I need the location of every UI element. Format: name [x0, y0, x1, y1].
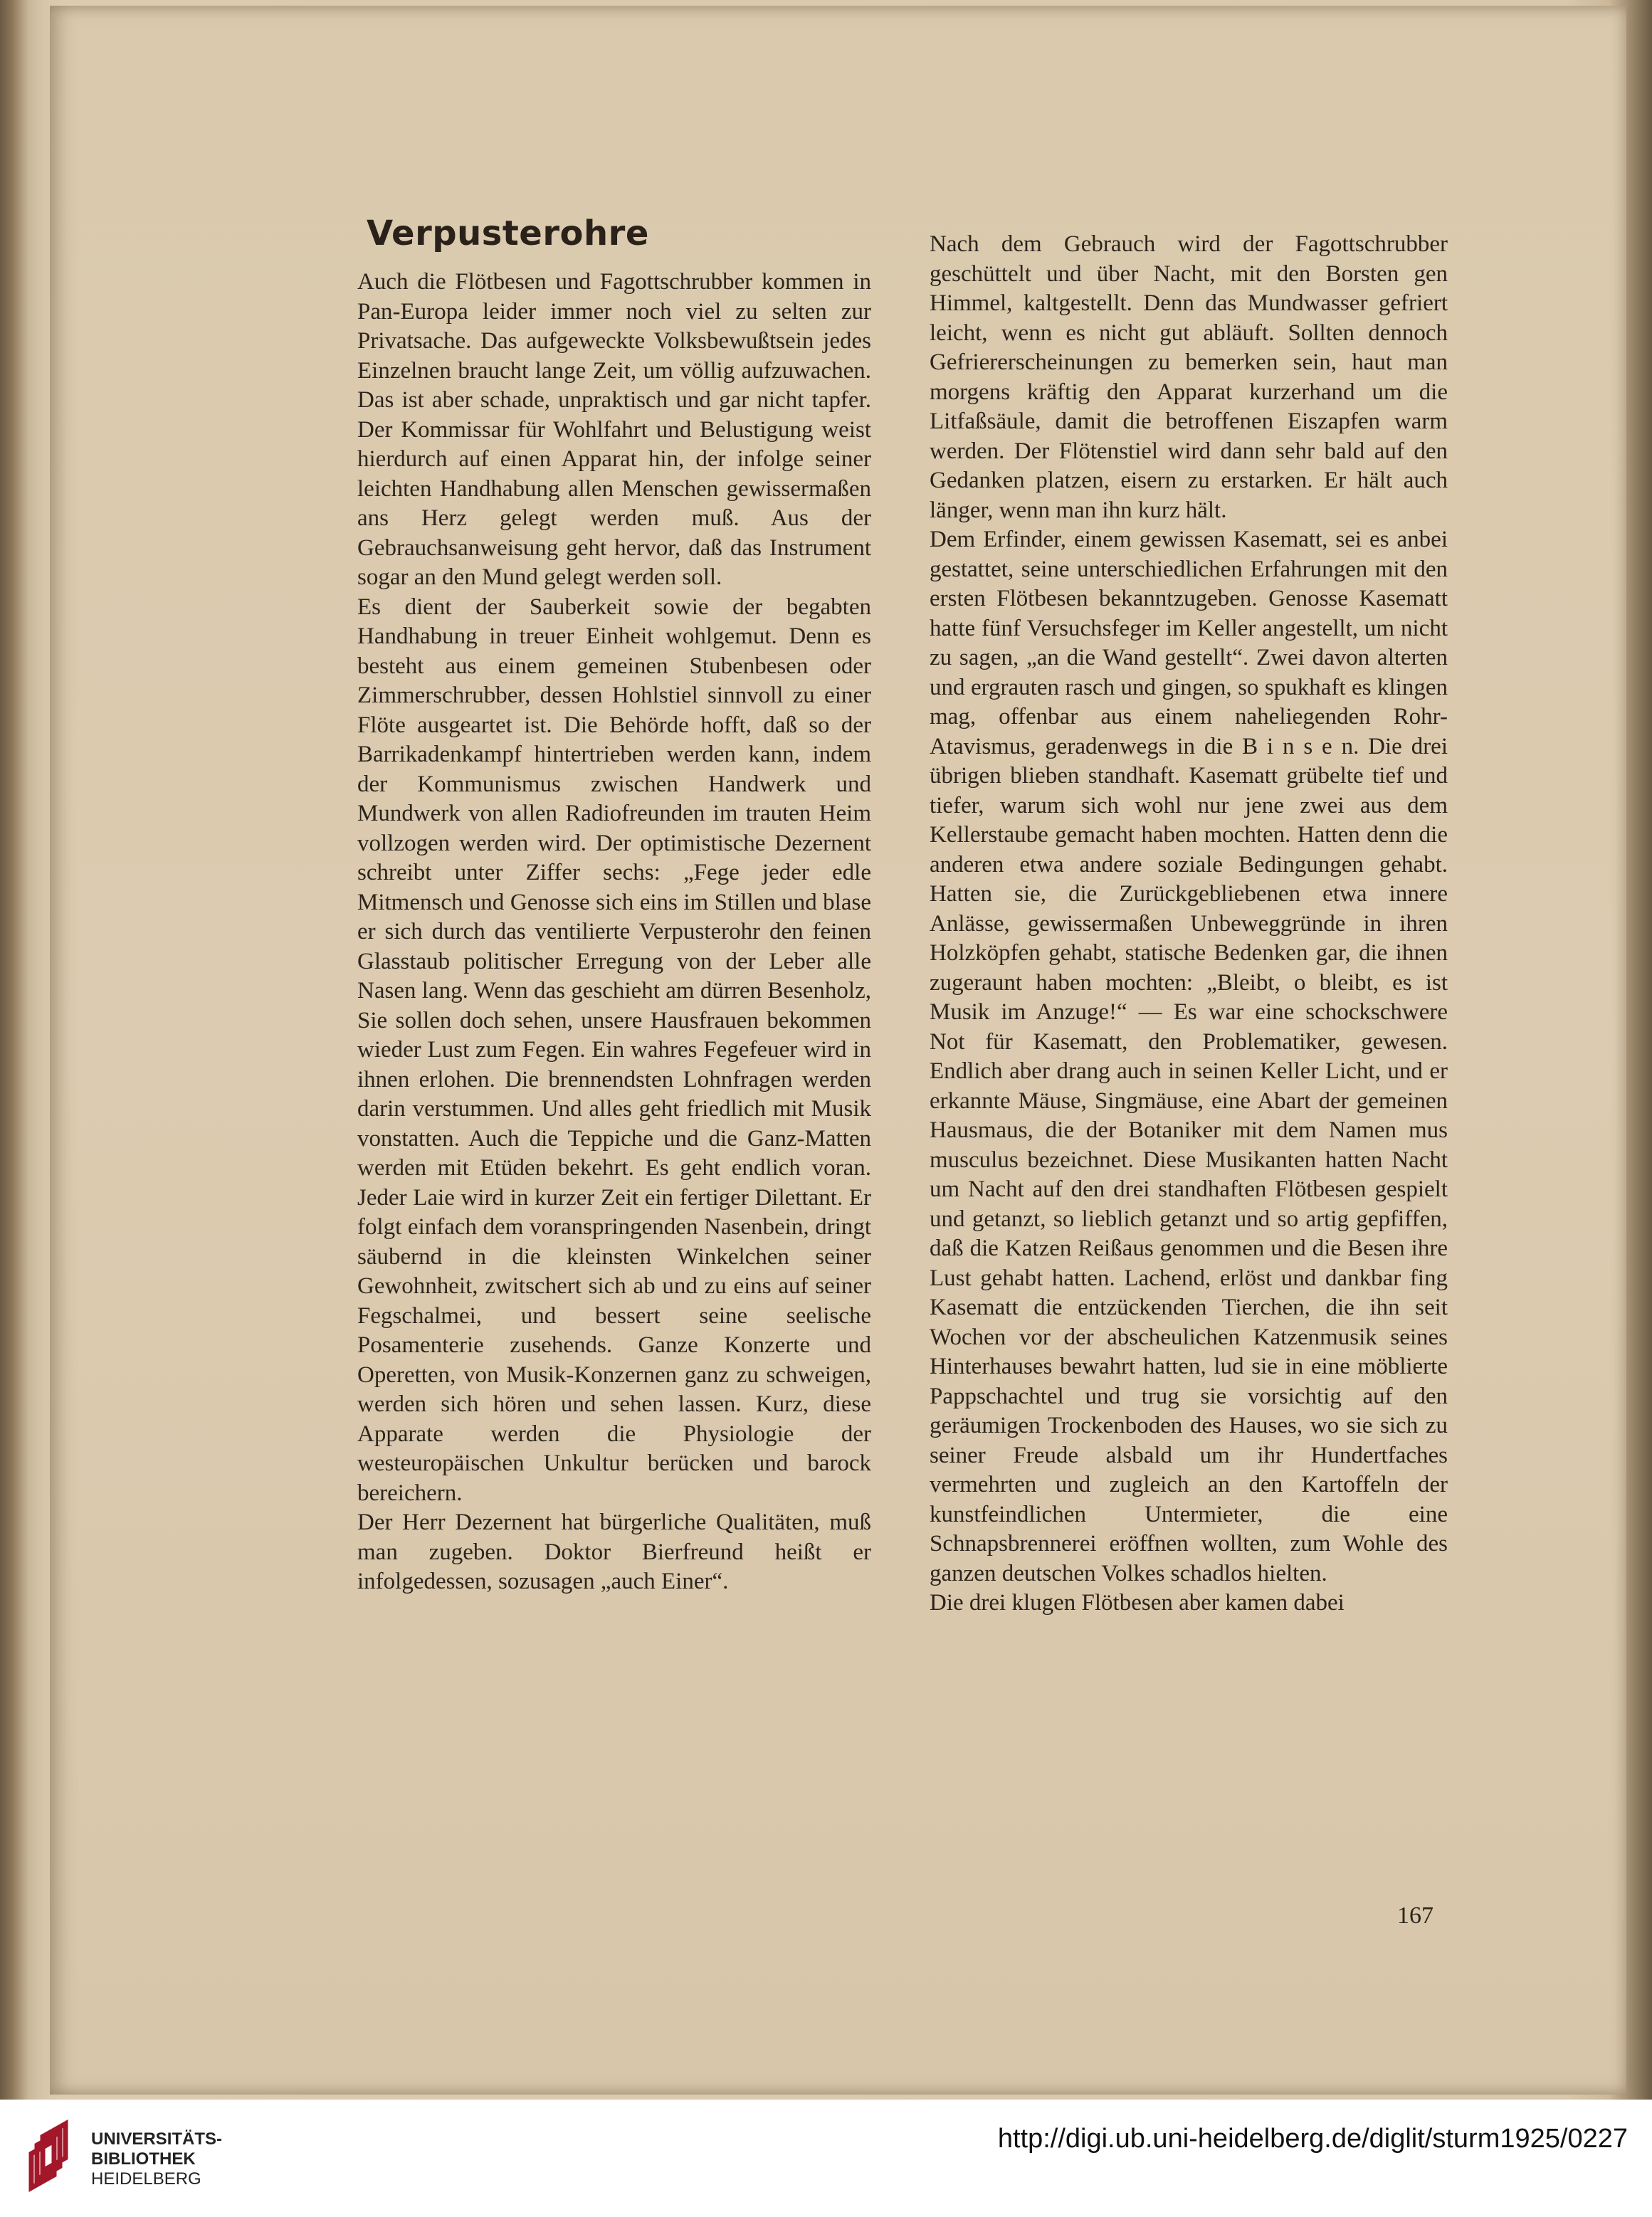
library-logo-icon [21, 2115, 93, 2199]
page-number: 167 [1397, 1902, 1433, 1929]
paragraph: Nach dem Gebrauch wird der Fagottschrubber geschüttelt und über Nacht, mit den Borsten gen Himmel, kaltgestellt. Denn das Mundwasser gefriert leicht, wenn es nicht gut abläuft. Sollten dennoch Gefriererscheinungen zu bemerken sein, haut man morgens kräftig den Apparat kurzerhand um die Litfaßsäule, damit die betroffenen Eiszapfen warm werden. Der Flötenstiel wird dann sehr bald auf den Gedanken platzen, eisern zu erstarken. Er hält auch länger, wenn man ihn kurz hält. [930, 231, 1448, 523]
footer-bar [0, 2100, 1652, 2217]
paragraph: Es dient der Sauberkeit sowie der begabten Handhabung in treuer Einheit wohlgemut. Denn es besteht aus einem gemeinen Stubenbesen oder Zimmerschrubber, dessen Hohlstiel sinnvoll zu einer Flöte ausgeartet ist. Die Behörde hofft, daß so der Barrikadenkampf hintertrieben werden kann, indem der Kommunismus zwischen Handwerk und Mundwerk von allen Radiofreunden im trauten Heim vollzogen werden wird. Der optimistische Dezernent schreibt unter Ziffer sechs: „Fege jeder edle Mitmensch und Genosse sich eins im Stillen und blase er sich durch das ventilierte Verpusterohr den feinen Glasstaub politischer Erregung von der Leber alle Nasen lang. Wenn das geschieht am dürren Besenholz, Sie sollen doch sehen, unsere Hausfrauen bekommen wieder Lust zum Fegen. Ein wahres Fegefeuer wird in ihnen erlohen. Die brennendsten Lohnfragen werden darin verstummen. Und alles geht friedlich mit Musik vonstatten. Auch die Teppiche und die Ganz-Matten werden mit Etüden bekehrt. Es geht endlich voran. Jeder Laie wird in kurzer Zeit ein fertiger Dilettant. Er folgt einfach dem voranspringenden Nasenbein, dringt säubernd in die kleinsten Winkelchen seiner Gewohnheit, zwitschert sich ab und zu eins auf seiner Fegschalmei, und bessert seine seelische Posamenterie zusehends. Ganze Konzerte und Operetten, von Musik-Konzernen ganz zu schweigen, werden sich hören und sehen lassen. Kurz, diese Apparate werden die Physiologie der westeuropäischen Unkultur berücken und barock bereichern. [357, 594, 871, 1506]
source-url-link[interactable]: http://digi.ub.uni-heidelberg.de/diglit/sturm1925/0227 [997, 2124, 1628, 2154]
library-name-line: HEIDELBERG [91, 2169, 201, 2189]
library-name [91, 2129, 222, 2189]
article-title: Verpusterohre [367, 214, 649, 253]
paragraph: Dem Erfinder, einem gewissen Kasematt, sei es anbei gestattet, seine unterschiedlichen Erfahrungen mit den ersten Flötbesen bekanntzugeben. Genosse Kasematt hatte fünf Versuchsfeger im Keller angestellt, um nicht zu sagen, „an die Wand gestellt“. Zwei davon alterten und ergrauten rasch und gingen, so spukhaft es klingen mag, offenbar aus einem naheliegenden Rohr-Atavismus, geradenwegs in die B i n s e n. Die drei übrigen blieben standhaft. Kasematt grübelte tief und tiefer, warum sich wohl nur jene zwei aus dem Kellerstaube gemacht haben mochten. Hatten denn die anderen etwa andere soziale Bedingungen gehabt. Hatten sie, die Zurückgebliebenen etwa innere Anlässe, gewissermaßen Unbeweggründe in ihren Holzköpfen gehabt, statische Bedenken gar, die ihnen zugeraunt haben mochten: „Bleibt, o bleibt, es ist Musik im Anzuge!“ — Es war eine schockschwere Not für Kasematt, den Problematiker, gewesen. Endlich aber drang auch in seinen Keller Licht, und er erkannte Mäuse, Singmäuse, eine Abart der gemeinen Hausmaus, die der Botaniker mit dem Namen mus musculus bezeichnet. Diese Musikanten hatten Nacht um Nacht auf den drei standhaften Flötbesen gespielt und getanzt, so lieblich getanzt und so artig gepfiffen, daß die Katzen Reißaus genommen und die Besen ihre Lust gehabt hatten. Lachend, erlöst und dankbar fing Kasematt die entzückenden Tierchen, die ihn seit Wochen vor der abscheulichen Katzenmusik seines Hinterhauses bewahrt hatten, lud sie in eine möblierte Pappschachtel und trug sie vorsichtig auf den geräumigen Trockenboden des Hauses, wo sie sich zu seiner Freude alsbald um ihr Hundertfaches vermehrten und zugleich an den Kartoffeln der kunstfeindlichen Untermieter, die eine Schnapsbrennerei eröffnen wollten, zum Wohle des ganzen deutschen Volkes schadlos hielten. [930, 527, 1448, 1586]
right-text-column [930, 230, 1448, 1618]
left-text-column [357, 268, 871, 1597]
library-name-line: BIBLIOTHEK [91, 2149, 196, 2169]
library-name-line: UNIVERSITÄTS- [91, 2129, 223, 2149]
paragraph: Der Herr Dezernent hat bürgerliche Qualitäten, muß man zugeben. Doktor Bierfreund heißt er infolgedessen, sozusagen „auch Einer“. [357, 1510, 871, 1594]
paragraph: Die drei klugen Flötbesen aber kamen dabei [930, 1590, 1345, 1616]
paragraph: Auch die Flötbesen und Fagottschrubber kommen in Pan-Europa leider immer noch viel zu selten zur Privatsache. Das aufgeweckte Volksbewußtsein jedes Einzelnen braucht lange Zeit, um völlig aufzuwachen. Das ist aber schade, unpraktisch und gar nicht tapfer. Der Kommissar für Wohlfahrt und Belustigung weist hierdurch auf einen Apparat hin, der infolge seiner leichten Handhabung allen Menschen gewissermaßen ans Herz gelegt werden muß. Aus der Gebrauchsanweisung geht hervor, daß das Instrument sogar an den Mund gelegt werden soll. [357, 269, 871, 590]
book-page [50, 6, 1626, 2095]
